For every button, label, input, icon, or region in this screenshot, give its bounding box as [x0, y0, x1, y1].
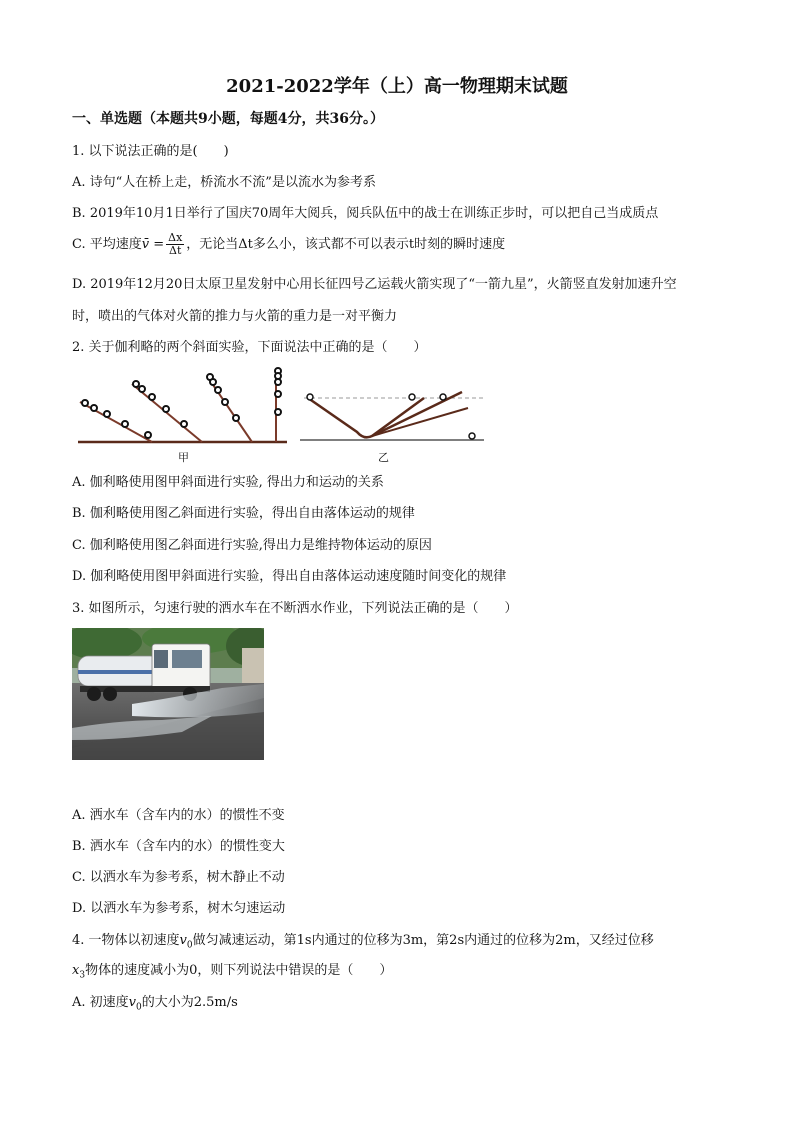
q1-stem: 1. 以下说法正确的是( )	[72, 144, 229, 159]
q4-stem-part2: 做匀减速运动，第1s内通过的位移为3m，第2s内通过的位移为2m，又经过位移	[192, 933, 654, 948]
q1-option-d-line1: D. 2019年12月20日太原卫星发射中心用长征四号乙运载火箭实现了“一箭九星”，火箭竖直发射加速升空	[72, 277, 677, 292]
q2-option-d: D. 伽利略使用图甲斜面进行实验，得出自由落体运动速度随时间变化的规律	[72, 569, 507, 584]
galileo-incline-figure	[72, 362, 492, 464]
q3-option-b: B. 洒水车（含车内的水）的惯性变大	[72, 839, 285, 854]
q1-option-a: A. 诗句“人在桥上走，桥流水不流”是以流水为参考系	[72, 175, 376, 190]
q3-stem: 3. 如图所示，匀速行驶的洒水车在不断洒水作业，下列说法正确的是（ ）	[72, 601, 518, 616]
q4-stem-part1: 4. 一物体以初速度	[72, 933, 180, 948]
q1-option-c	[72, 232, 505, 257]
section-heading: 一、单选题（本题共9小题，每题4分，共36分。）	[72, 111, 384, 127]
q2-stem: 2. 关于伽利略的两个斜面实验，下面说法中正确的是（ ）	[72, 340, 427, 355]
q4-option-a-v: v	[128, 995, 137, 1010]
q4-stem-part3: 物体的速度减小为0，则下列说法中错误的是（ ）	[85, 963, 393, 978]
q1-option-d-line2: 时，喷出的气体对火箭的推力与火箭的重力是一对平衡力	[72, 309, 398, 324]
q4-option-a-sub: 0	[136, 1002, 142, 1013]
q2-option-c: C. 伽利略使用图乙斜面进行实验,得出力是维持物体运动的原因	[72, 538, 432, 553]
q4-stem-line1	[72, 934, 654, 951]
q3-option-a: A. 洒水车（含车内的水）的惯性不变	[72, 808, 285, 823]
q2-option-a: A. 伽利略使用图甲斜面进行实验, 得出力和运动的关系	[72, 475, 384, 490]
q1-option-b: B. 2019年10月1日举行了国庆70周年大阅兵，阅兵队伍中的战士在训练正步时，可以把自己当成质点	[72, 206, 659, 221]
figure-yi-label: 乙	[378, 451, 389, 464]
q1-frac-den: Δt	[169, 244, 182, 258]
q1-v-bar: v̄ =	[141, 237, 165, 253]
figure-jia-label: 甲	[178, 451, 189, 464]
q1-fraction	[166, 232, 184, 257]
q4-x3: x	[72, 963, 80, 978]
q4-v0: v	[179, 933, 187, 948]
q4-option-a	[72, 996, 238, 1013]
q3-option-c: C. 以洒水车为参考系，树木静止不动	[72, 870, 285, 885]
q2-option-b: B. 伽利略使用图乙斜面进行实验，得出自由落体运动的规律	[72, 506, 415, 521]
q1-option-c-prefix: C. 平均速度	[72, 237, 142, 253]
q1-option-c-suffix: ，无论当Δt多么小，该式都不可以表示t时刻的瞬时速度	[186, 237, 506, 253]
sprinkler-truck-photo	[72, 628, 264, 760]
q1-frac-num: Δx	[168, 231, 183, 244]
figure-yi	[300, 392, 484, 440]
q4-v0-sub: 0	[186, 940, 193, 951]
page-title: 2021-2022学年（上）高一物理期末试题	[226, 76, 568, 97]
q4-option-a-prefix: A. 初速度	[72, 995, 129, 1010]
figure-jia	[78, 368, 287, 442]
q4-stem-line2	[72, 964, 392, 981]
q3-option-d: D. 以洒水车为参考系，树木匀速运动	[72, 901, 286, 916]
q4-option-a-suffix: 的大小为2.5m/s	[141, 995, 238, 1010]
q4-x3-sub: 3	[79, 970, 86, 981]
